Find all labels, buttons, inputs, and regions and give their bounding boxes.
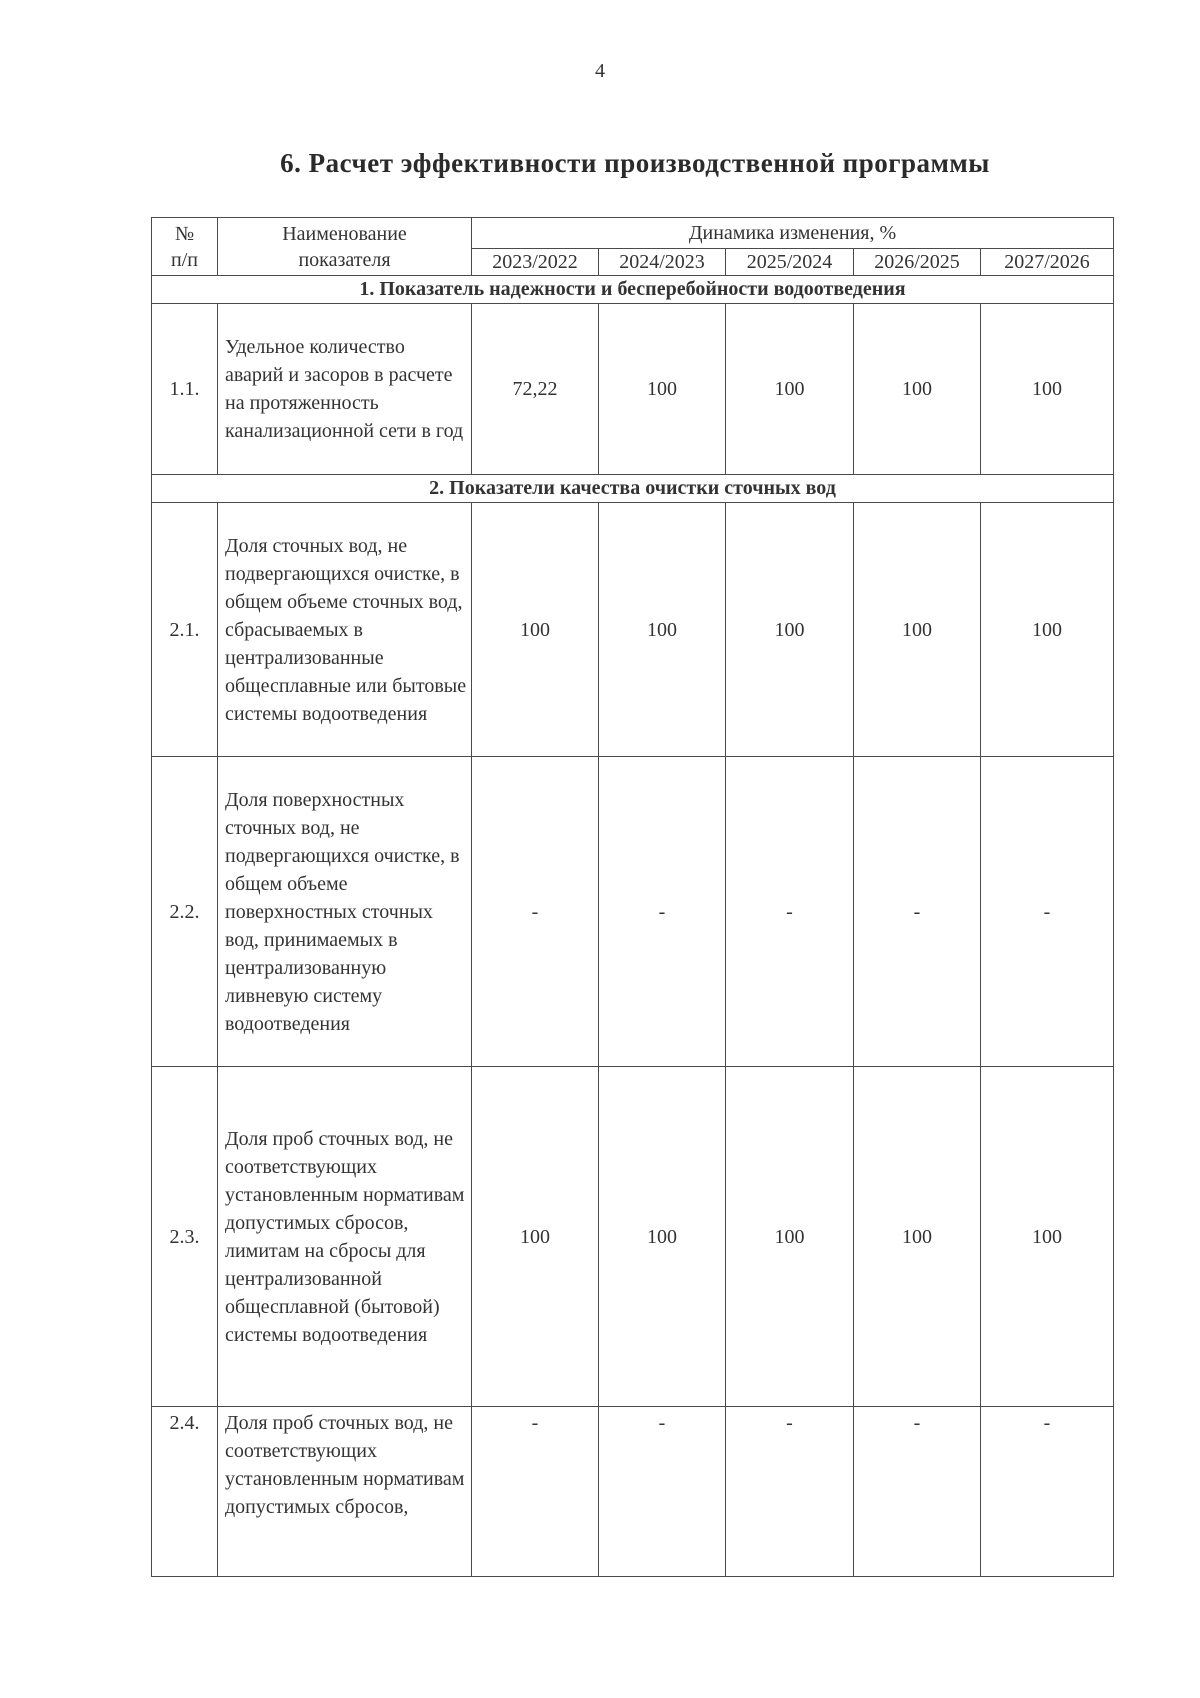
row-value: 72,22 [472,304,599,475]
row-num: 2.2. [152,757,218,1067]
row-value: - [726,1407,854,1577]
row-value: 100 [599,503,726,757]
document-title: 6. Расчет эффективности производственной программы [280,148,990,178]
row-value: - [472,757,599,1067]
row-value: 100 [854,503,981,757]
row-name: Доля поверхностных сточных вод, не подвергающихся очистке, в общем объеме поверхностных сточных вод, принимаемых в централизованную ливневую систему водоотведения [218,757,472,1067]
row-value: - [599,1407,726,1577]
row-value: 100 [854,304,981,475]
section-row [152,475,1114,503]
row-value: - [599,757,726,1067]
row-value: - [854,1407,981,1577]
row-name: Доля сточных вод, не подвергающихся очистке, в общем объеме сточных вод, сбрасываемых в централизованные общесплавные или бытовые системы водоотведения [218,503,472,757]
row-name: Удельное количество аварий и засоров в расчете на протяженность канализационной сети в год [218,304,472,475]
section-row [152,276,1114,304]
page-number: 4 [595,60,605,82]
efficiency-table [151,217,1114,1577]
row-value: 100 [981,503,1114,757]
row-num: 1.1. [152,304,218,475]
row-value: - [854,757,981,1067]
row-value: - [726,757,854,1067]
row-num: 2.1. [152,503,218,757]
header-num: № п/п [152,218,218,276]
row-value: 100 [599,304,726,475]
header-period: 2027/2026 [981,249,1114,276]
row-value: 100 [726,503,854,757]
row-value: 100 [726,1067,854,1407]
table-row [152,503,1114,757]
header-name: Наименование показателя [218,218,472,276]
row-value: 100 [472,503,599,757]
row-value: 100 [472,1067,599,1407]
header-row [152,218,1114,249]
row-name: Доля проб сточных вод, не соответствующих установленным нормативам допустимых сбросов, лимитам на сбросы для централизованной общесплавной (бытовой) системы водоотведения [218,1067,472,1407]
row-value: - [472,1407,599,1577]
header-period: 2023/2022 [472,249,599,276]
row-name: Доля проб сточных вод, не соответствующих установленным нормативам допустимых сбросов, [218,1407,472,1577]
row-value: - [981,757,1114,1067]
row-value: 100 [854,1067,981,1407]
row-value: 100 [981,1067,1114,1407]
table-row [152,1407,1114,1577]
header-period: 2025/2024 [726,249,854,276]
row-value: 100 [726,304,854,475]
section-title: 1. Показатель надежности и бесперебойности водоотведения [152,276,1114,304]
table-row [152,304,1114,475]
section-title: 2. Показатели качества очистки сточных вод [152,475,1114,503]
header-period: 2026/2025 [854,249,981,276]
row-value: - [981,1407,1114,1577]
row-num: 2.4. [152,1407,218,1577]
header-period: 2024/2023 [599,249,726,276]
row-num: 2.3. [152,1067,218,1407]
table-row [152,757,1114,1067]
header-dynamics: Динамика изменения, % [472,218,1114,249]
row-value: 100 [981,304,1114,475]
row-value: 100 [599,1067,726,1407]
table-row [152,1067,1114,1407]
